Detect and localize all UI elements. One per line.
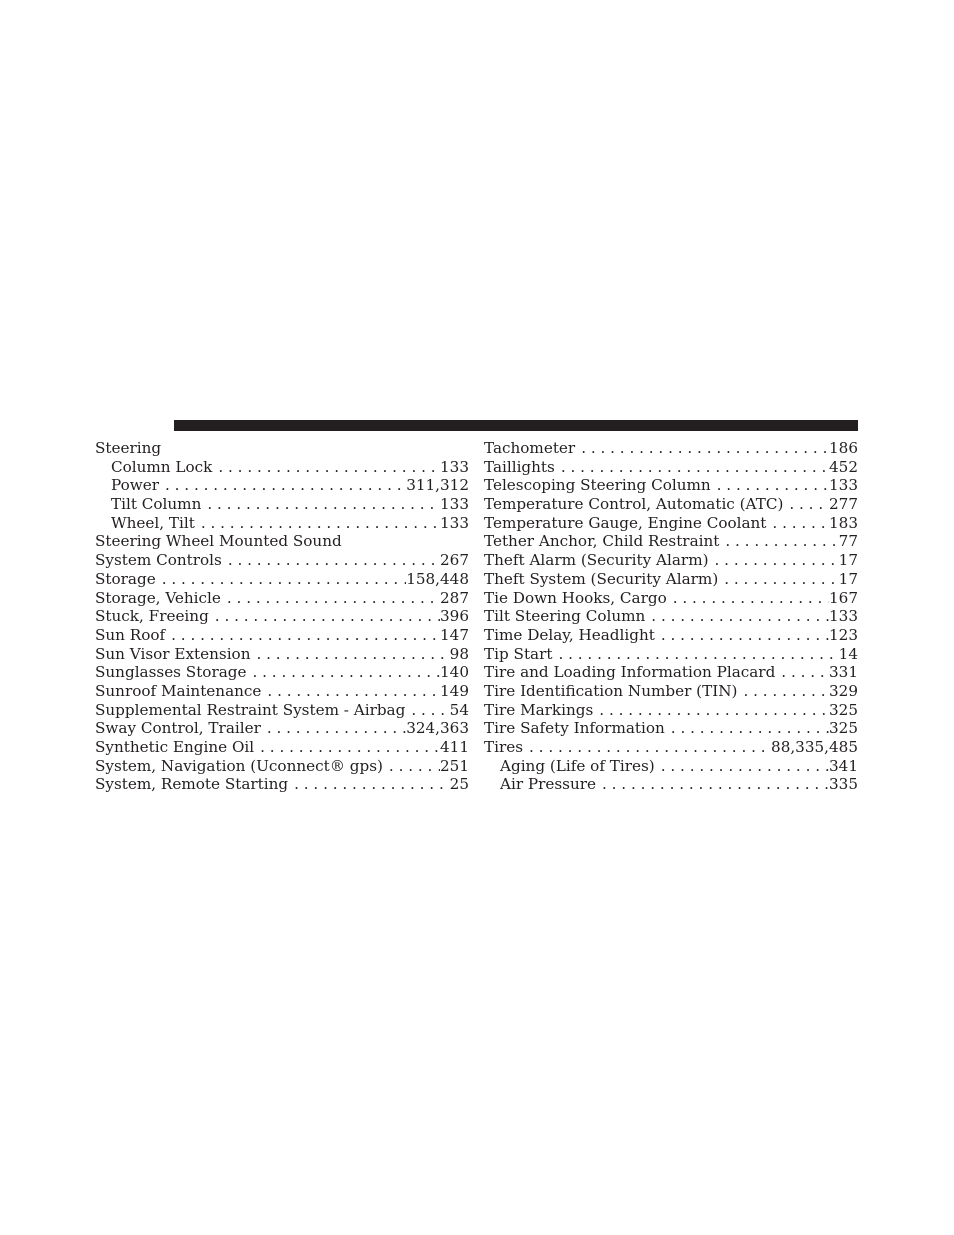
index-entry-page: 98 [449,644,469,663]
dot-leader [221,589,440,608]
index-entry-label: Tip Start [484,644,553,663]
index-entry-page: 251 [440,756,469,775]
index-entry-sunroof-maintenance [95,682,469,701]
index-entry-page: 17 [838,569,858,588]
index-entry-theft-alarm-security-alarm [484,551,858,570]
index-entry-page: 311,312 [406,476,469,495]
dot-leader [246,663,440,682]
dot-leader [261,719,406,738]
dot-leader [405,701,449,720]
index-entry-label: Synthetic Engine Oil [95,738,255,756]
index-column-right [484,439,858,794]
index-entry-label: Tires [484,738,524,756]
dot-leader [593,701,829,720]
index-entry-page: 140 [440,663,469,682]
index-entry-tilt-column [95,495,469,514]
index-entry-label: Tachometer [484,439,576,457]
dot-leader [655,626,829,645]
index-entry-tire-identification-number-tin [484,682,858,701]
index-entry-label: System Controls [95,551,222,570]
index-entry-page: 329 [829,681,858,700]
index-entry-label: Supplemental Restraint System - Airbag [95,700,406,719]
index-entry-label: Power [111,476,159,495]
dot-leader [737,682,829,701]
index-entry-label: Tire Markings [484,700,594,719]
dot-leader [523,738,771,757]
dot-leader [783,495,829,514]
index-entry-page: 123 [829,625,858,644]
header-rule [174,420,858,431]
index-entry-page: 277 [829,495,858,514]
dot-leader [261,682,440,701]
index-entry-tilt-steering-column [484,607,858,626]
dot-leader [775,663,829,682]
index-entry-page: 396 [440,607,469,626]
dot-leader [209,607,440,626]
index-entry-sun-roof [95,626,469,645]
index-entry-label: Telescoping Steering Column [484,476,711,495]
index-entry-page: 149 [440,681,469,700]
dot-leader [718,570,838,589]
index-entry-label: Aging (Life of Tires) [500,756,655,775]
index-entry-steering [95,439,469,458]
index-entry-system-remote-starting [95,775,469,794]
index-entry-label: Theft Alarm (Security Alarm) [484,551,709,570]
dot-leader [201,495,440,514]
index-entry-label: Theft System (Security Alarm) [484,569,719,588]
index-entry-label: Steering Wheel Mounted Sound [95,532,342,551]
index-entry-page: 167 [829,588,858,607]
index-entry-label: Temperature Control, Automatic (ATC) [484,495,784,514]
index-entry-label: Storage, Vehicle [95,588,221,607]
index-entry-label: Wheel, Tilt [111,513,195,532]
index-entry-label: Steering [95,439,162,457]
index-entry-page: 186 [829,439,858,457]
dot-leader [250,645,449,664]
index-entry-label: Taillights [484,457,555,476]
index-entry-system-navigation-uconnect-gps [95,757,469,776]
index-entry-page: 411 [440,738,469,756]
index-entry-time-delay-headlight [484,626,858,645]
dot-leader [212,458,440,477]
index-entry-aging-life-of-tires [484,757,858,776]
index-entry-taillights [484,458,858,477]
index-entry-power [95,476,469,495]
index-entry-label: Sun Visor Extension [95,644,251,663]
index-entry-page: 335 [829,775,858,794]
index-entry-label: Tilt Column [111,495,202,514]
index-entry-label: Tilt Steering Column [484,607,646,626]
index-entry-page: 331 [829,663,858,682]
index-entry-label: Sunroof Maintenance [95,681,262,700]
dot-leader [575,439,829,458]
index-entry-temperature-control-automatic-atc [484,495,858,514]
index-entry-sun-visor-extension [95,645,469,664]
dot-leader [667,589,829,608]
dot-leader [552,645,838,664]
index-entry-label: Tire and Loading Information Placard [484,663,776,682]
index-entry-page: 325 [829,719,858,738]
index-entry-page: 133 [440,495,469,514]
index-entry-stuck-freeing [95,607,469,626]
index-entry-page: 133 [829,476,858,495]
index-entry-wheel-tilt [95,514,469,533]
index-entry-label: Temperature Gauge, Engine Coolant [484,513,767,532]
index-entry-page: 325 [829,700,858,719]
index-entry-label: Stuck, Freeing [95,607,209,626]
index-entry-label: Air Pressure [500,775,596,794]
index-entry-page: 17 [838,551,858,570]
dot-leader [288,775,450,794]
index-entry-page: 158,448 [406,569,469,588]
index-entry-label: Sun Roof [95,625,166,644]
index-entry-label: System, Remote Starting [95,775,289,794]
index-entry-telescoping-steering-column [484,476,858,495]
index-entry-tachometer [484,439,858,458]
dot-leader [159,476,406,495]
dot-leader [655,757,829,776]
index-entry-sunglasses-storage [95,663,469,682]
index-entry-tip-start [484,645,858,664]
index-entry-page: 324,363 [406,719,469,738]
index-entry-label: Tether Anchor, Child Restraint [484,532,720,551]
index-entry-label: Time Delay, Headlight [484,625,655,644]
index-entry-storage-vehicle [95,589,469,608]
index-entry-label: Storage [95,569,156,588]
dot-leader [383,757,440,776]
index-entry-label: Column Lock [111,457,213,476]
index-entry-column-lock [95,458,469,477]
dot-leader [156,570,407,589]
index-entry-supplemental-restraint-system-airbag [95,701,469,720]
index-entry-label: Tire Identification Number (TIN) [484,681,738,700]
index-entry-page: 54 [449,700,469,719]
index-entry-label: Tie Down Hooks, Cargo [484,588,667,607]
index-entry-system-controls [95,551,469,570]
index-entry-tire-markings [484,701,858,720]
dot-leader [555,458,829,477]
index-entry-page: 183 [829,513,858,532]
dot-leader [222,551,440,570]
index-entry-page: 77 [838,532,858,551]
index-entry-synthetic-engine-oil [95,738,469,757]
dot-leader [711,476,829,495]
index-entry-label: Sunglasses Storage [95,663,247,682]
dot-leader [165,626,440,645]
index-entry-steering-wheel-mounted-sound [95,532,469,551]
dot-leader [719,532,838,551]
index-entry-page: 267 [440,551,469,570]
dot-leader [709,551,839,570]
dot-leader [645,607,829,626]
index-entry-page: 147 [440,625,469,644]
index-entry-page: 133 [440,513,469,532]
index-entry-theft-system-security-alarm [484,570,858,589]
dot-leader [254,738,440,757]
index-entry-page: 133 [829,607,858,626]
dot-leader [766,514,829,533]
index-entry-tires [484,738,858,757]
index-entry-air-pressure [484,775,858,794]
index-entry-page: 25 [449,775,469,794]
index-entry-sway-control-trailer [95,719,469,738]
index-entry-label: Tire Safety Information [484,719,665,738]
index-entry-page: 88,335,485 [771,738,858,756]
index-entry-tire-and-loading-information-placard [484,663,858,682]
index-entry-tether-anchor-child-restraint [484,532,858,551]
index-entry-page: 452 [829,457,858,476]
index-entry-label: System, Navigation (Uconnect® gps) [95,756,383,775]
dot-leader [665,719,829,738]
index-entry-tie-down-hooks-cargo [484,589,858,608]
index-entry-page: 287 [440,588,469,607]
index-entry-page: 133 [440,457,469,476]
index-entry-label: Sway Control, Trailer [95,719,261,738]
index-entry-tire-safety-information [484,719,858,738]
index-entry-storage [95,570,469,589]
index-entry-page: 14 [838,644,858,663]
dot-leader [596,775,829,794]
dot-leader [195,514,440,533]
index-entry-page: 341 [829,756,858,775]
index-column-left [95,439,469,794]
index-entry-temperature-gauge-engine-coolant [484,514,858,533]
